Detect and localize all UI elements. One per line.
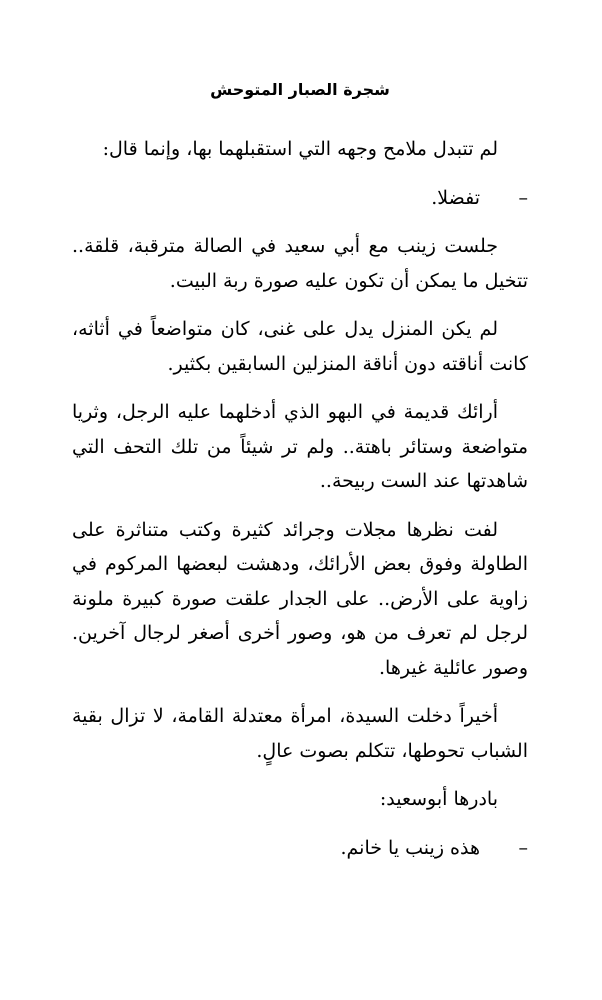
paragraph-6: أخيراً دخلت السيدة، امرأة معتدلة القامة، لا تزال بقية الشباب تحوطها، تتكلم بصوت عالٍ. [72,705,528,762]
paragraph-3: لم يكن المنزل يدل على غنى، كان متواضعاً في أثاثه، كانت أناقته دون أناقة المنزلين السابقين بكثير. [72,318,528,375]
dialogue-dash: – [518,186,528,209]
dialogue-text: هذه زينب يا خانم. [340,836,480,859]
dialogue-line-1 [72,181,528,216]
paragraph-5: لفت نظرها مجلات وجرائد كثيرة وكتب متناثرة على الطاولة وفوق بعض الأرائك، ودهشت لبعضها المركوم في زاوية على الأرض.. على الجدار علقت صورة كبيرة ملونة لرجل لم تعرف من هو، وصور أخرى أصغر لرجال آخرين. وصور عائلية غيرها. [72,518,528,679]
paragraph-1: لم تتبدل ملامح وجهه التي استقبلهما بها، وإنما قال: [102,138,498,160]
paragraph-2: جلست زينب مع أبي سعيد في الصالة مترقبة، قلقة.. تتخيل ما يمكن أن تكون عليه صورة ربة البيت. [72,235,528,292]
dialogue-text: تفضلا. [431,186,480,209]
dialogue-dash: – [518,836,528,859]
paragraph-7: بادرها أبوسعيد: [379,788,498,810]
dialogue-line-2 [72,831,528,866]
chapter-title: شجرة الصبار المتوحش [210,80,390,99]
paragraph-4: أرائك قديمة في البهو الذي أدخلهما عليه الرجل، وثريا متواضعة وستائر باهتة.. ولم تر شيئاً من تلك التحف التي شاهدتها عند الست ربيحة.. [72,401,528,492]
